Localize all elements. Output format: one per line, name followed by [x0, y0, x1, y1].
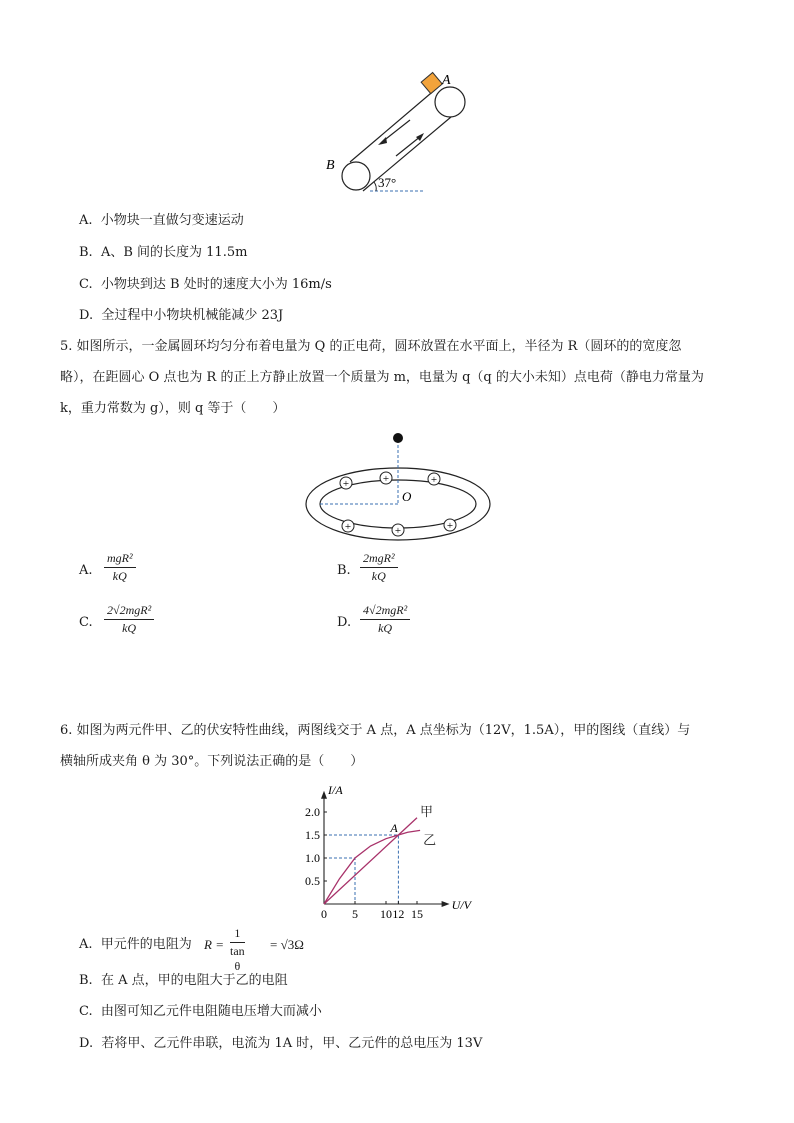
q5-option-c-key: C. [79, 615, 93, 630]
series-line-yi [324, 830, 420, 904]
q5-option-a-key: A. [79, 563, 93, 578]
conveyor-figure [320, 70, 480, 195]
pulley-b [342, 162, 370, 190]
center-label-o: O [402, 489, 412, 504]
label-b: B [326, 158, 335, 173]
plus-charge-marker [340, 477, 352, 490]
y-tick-label: 1.5 [305, 828, 320, 842]
q6-stem-line1: 6. 如图为两元件甲、乙的伏安特性曲线，两图线交于 A 点，A 点坐标为（12V，1.5A），甲的图线（直线）与 [60, 723, 691, 738]
point-charge [393, 433, 403, 443]
q5-option-b-formula: 2mgR² kQ [360, 551, 398, 584]
q6-option-c: C. 由图可知乙元件电阻随电压增大而减小 [79, 1004, 322, 1019]
pulley-a [435, 87, 465, 117]
block-a [421, 72, 442, 93]
series-label: 甲 [420, 803, 434, 819]
q5-option-d-formula: 4√2mgR² kQ [360, 603, 410, 636]
x-tick-label: 12 [392, 907, 405, 920]
q4-option-b: B. A、B 间的长度为 11.5m [79, 245, 248, 260]
plus-sign: + [342, 478, 350, 490]
plus-charge-marker [392, 524, 404, 537]
x-axis-arrow [442, 901, 450, 907]
plus-sign: + [446, 520, 454, 532]
plus-charge-marker [428, 473, 440, 486]
plus-sign: + [382, 473, 390, 485]
label-a: A [442, 73, 451, 88]
plus-charge-marker [444, 519, 456, 532]
q4-option-d: D. 全过程中小物块机械能减少 23J [79, 308, 284, 323]
q5-stem-line1: 5. 如图所示，一金属圆环均匀分布着电量为 Q 的正电荷，圆环放置在水平面上，半径为 R（圆环的的宽度忽 [60, 339, 682, 354]
x-tick-label: 0 [321, 907, 327, 920]
angle-label: 37° [378, 175, 397, 190]
q5-option-c-formula: 2√2mgR² kQ [104, 603, 154, 636]
plus-sign: + [344, 521, 352, 533]
q5-option-b-key: B. [337, 563, 351, 578]
point-a-label: A [390, 821, 398, 835]
x-tick-label: 15 [411, 907, 423, 920]
x-tick-label: 5 [352, 907, 358, 920]
ring-figure [300, 428, 496, 544]
plus-sign: + [430, 474, 438, 486]
plus-sign: + [394, 525, 402, 537]
q6-option-a: A. 甲元件的电阻为 [79, 937, 192, 952]
y-tick-label: 1.0 [305, 851, 320, 865]
q5-option-a-formula: mgR² kQ [104, 551, 136, 584]
q4-option-c: C. 小物块到达 B 处时的速度大小为 16m/s [79, 277, 332, 292]
x-axis-label: U/V [451, 898, 471, 912]
q6-stem-line2: 横轴所成夹角 θ 为 30°。下列说法正确的是（ ） [60, 754, 364, 769]
x-tick-label: 10 [380, 907, 392, 920]
y-tick-label: 0.5 [305, 874, 320, 888]
q6-option-b: B. 在 A 点，甲的电阻大于乙的电阻 [79, 973, 288, 988]
plus-charge-marker [342, 520, 354, 533]
q6-option-d: D. 若将甲、乙元件串联，电流为 1A 时，甲、乙元件的总电压为 13V [79, 1036, 483, 1051]
y-tick-label: 2.0 [305, 805, 320, 819]
q5-stem-line2: 略），在距圆心 O 点也为 R 的正上方静止放置一个质量为 m，电量为 q（q 的大小未知）点电荷（静电力常量为 [60, 370, 704, 385]
q4-option-a: A. 小物块一直做匀变速运动 [79, 213, 244, 228]
y-axis-label: I/A [328, 783, 343, 797]
iv-chart [290, 780, 500, 920]
plus-charge-marker [380, 472, 392, 485]
q5-option-d-key: D. [337, 615, 352, 630]
series-label: 乙 [423, 832, 437, 848]
q5-stem-line3: k，重力常数为 g），则 q 等于（ ） [60, 401, 286, 416]
y-axis-arrow [321, 791, 327, 799]
series-line-jia [324, 818, 417, 904]
